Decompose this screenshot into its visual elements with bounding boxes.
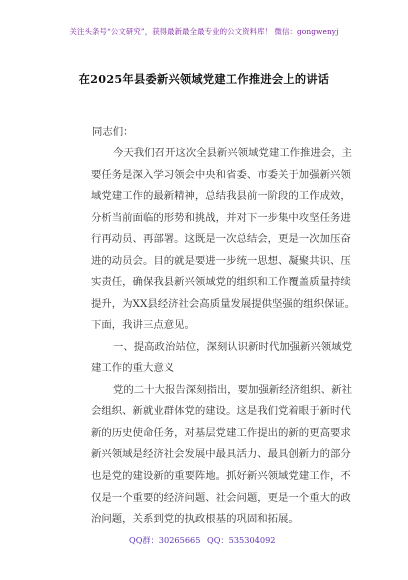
document-title: 在2025年县委新兴领域党建工作推进会上的讲话 [78, 72, 330, 86]
qq-number: QQ：535304092 [207, 535, 276, 545]
salutation: 同志们： [92, 126, 134, 138]
header-note: 关注头条号“公文研究”，获得最新最全最专业的公文资料库！ 微信：gongwenyj [69, 27, 339, 36]
qq-group-number: QQ群：30265665 [129, 535, 201, 545]
